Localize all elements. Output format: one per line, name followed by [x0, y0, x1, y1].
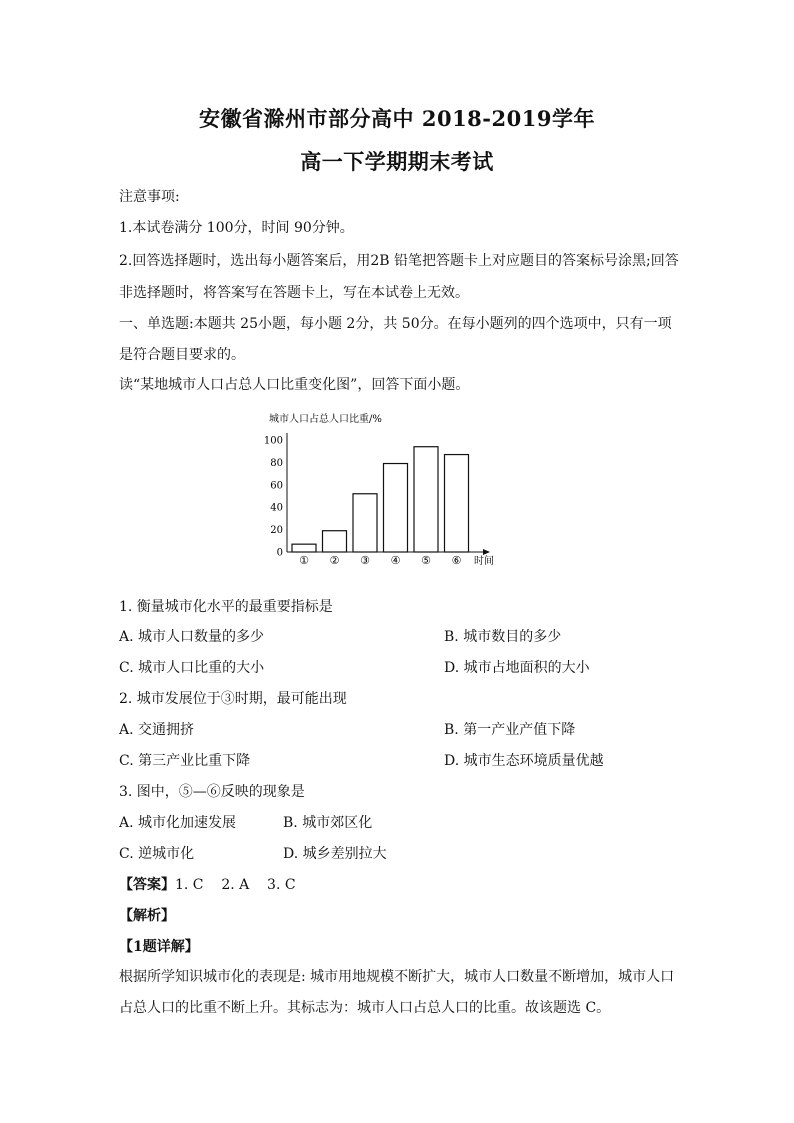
question-1-option-c[interactable]: C. 城市人口比重的大小: [119, 660, 265, 676]
notes-item-2-line2: 非选择题时，将答案写在答题卡上，写在本试卷上无效。: [119, 285, 469, 301]
bar-2: [323, 531, 347, 552]
x-tick-label: ②: [329, 554, 340, 567]
analysis-subheading-1: 【1题详解】: [119, 939, 199, 955]
analysis-paragraph-line2: 占总人口的比重不断上升。其标志为：城市人口占总人口的比重。故该题选 C。: [119, 1000, 611, 1016]
bar-4: [384, 464, 408, 552]
y-tick-label: 0: [276, 547, 283, 559]
bar-1: [292, 544, 316, 552]
answer-label: 【答案】: [119, 877, 175, 893]
question-3-option-c[interactable]: C. 逆城市化: [119, 846, 195, 862]
question-2-option-d[interactable]: D. 城市生态环境质量优越: [444, 753, 604, 769]
question-1-option-b[interactable]: B. 城市数目的多少: [444, 629, 562, 645]
question-3-option-a[interactable]: A. 城市化加速发展: [119, 815, 237, 831]
question-2-option-c[interactable]: C. 第三产业比重下降: [119, 753, 251, 769]
bar-5: [414, 447, 438, 552]
chart-title: 城市人口占总人口比重/%: [269, 414, 382, 425]
question-intro: 读“某地城市人口占总人口比重变化图”，回答下面小题。: [119, 377, 470, 393]
bar-6: [445, 455, 469, 552]
notes-item-1: 1.本试卷满分 100分，时间 90分钟。: [119, 220, 354, 236]
notes-heading: 注意事项:: [119, 189, 180, 205]
question-1-stem: 1. 衡量城市化水平的最重要指标是: [119, 599, 333, 615]
x-tick-label: ⑥: [451, 554, 462, 567]
x-tick-label: ①: [299, 554, 309, 567]
question-2-stem: 2. 城市发展位于③时期，最可能出现: [119, 691, 347, 707]
analysis-paragraph-line1: 根据所学知识城市化的表现是: 城市用地规模不断扩大，城市人口数量不断增加，城市人口: [119, 969, 675, 985]
analysis-heading: 【解析】: [119, 908, 175, 924]
bar-chart: [255, 405, 505, 575]
x-axis-label: 时间: [474, 556, 494, 567]
y-tick-label: 80: [270, 457, 283, 469]
question-2-option-a[interactable]: A. 交通拥挤: [119, 722, 195, 738]
y-tick-label: 20: [270, 525, 283, 537]
bar-3: [353, 494, 377, 552]
x-axis-arrow: [483, 549, 490, 555]
question-3-option-b[interactable]: B. 城市郊区化: [283, 815, 373, 831]
question-1-option-d[interactable]: D. 城市占地面积的大小: [444, 660, 590, 676]
y-tick-label: 60: [270, 480, 283, 492]
notes-item-2-line1: 2.回答选择题时，选出每小题答案后，用2B 铅笔把答题卡上对应题目的答案标号涂黑;回答: [119, 253, 679, 269]
section-heading-line2: 是符合题目要求的。: [119, 347, 245, 363]
question-2-option-b[interactable]: B. 第一产业产值下降: [444, 722, 576, 738]
x-tick-label: ⑤: [421, 554, 431, 567]
y-tick-label: 100: [263, 435, 283, 447]
question-1-option-a[interactable]: A. 城市人口数量的多少: [119, 629, 265, 645]
page-title-line1: 安徽省滁州市部分高中 2018-2019学年: [199, 106, 595, 131]
page-title-line2: 高一下学期期末考试: [300, 149, 494, 174]
x-tick-label: ③: [360, 554, 370, 567]
question-3-stem: 3. 图中，⑤—⑥反映的现象是: [119, 784, 305, 800]
answer-line: [119, 874, 296, 894]
question-3-option-d[interactable]: D. 城乡差别拉大: [283, 846, 387, 862]
section-heading-line1: 一、单选题:本题共 25小题，每小题 2分，共 50分。在每小题列的四个选项中，只有一项: [119, 316, 672, 332]
y-tick-label: 40: [270, 502, 283, 514]
answer-text: 1. C 2. A 3. C: [175, 877, 296, 893]
x-tick-label: ④: [390, 554, 401, 567]
